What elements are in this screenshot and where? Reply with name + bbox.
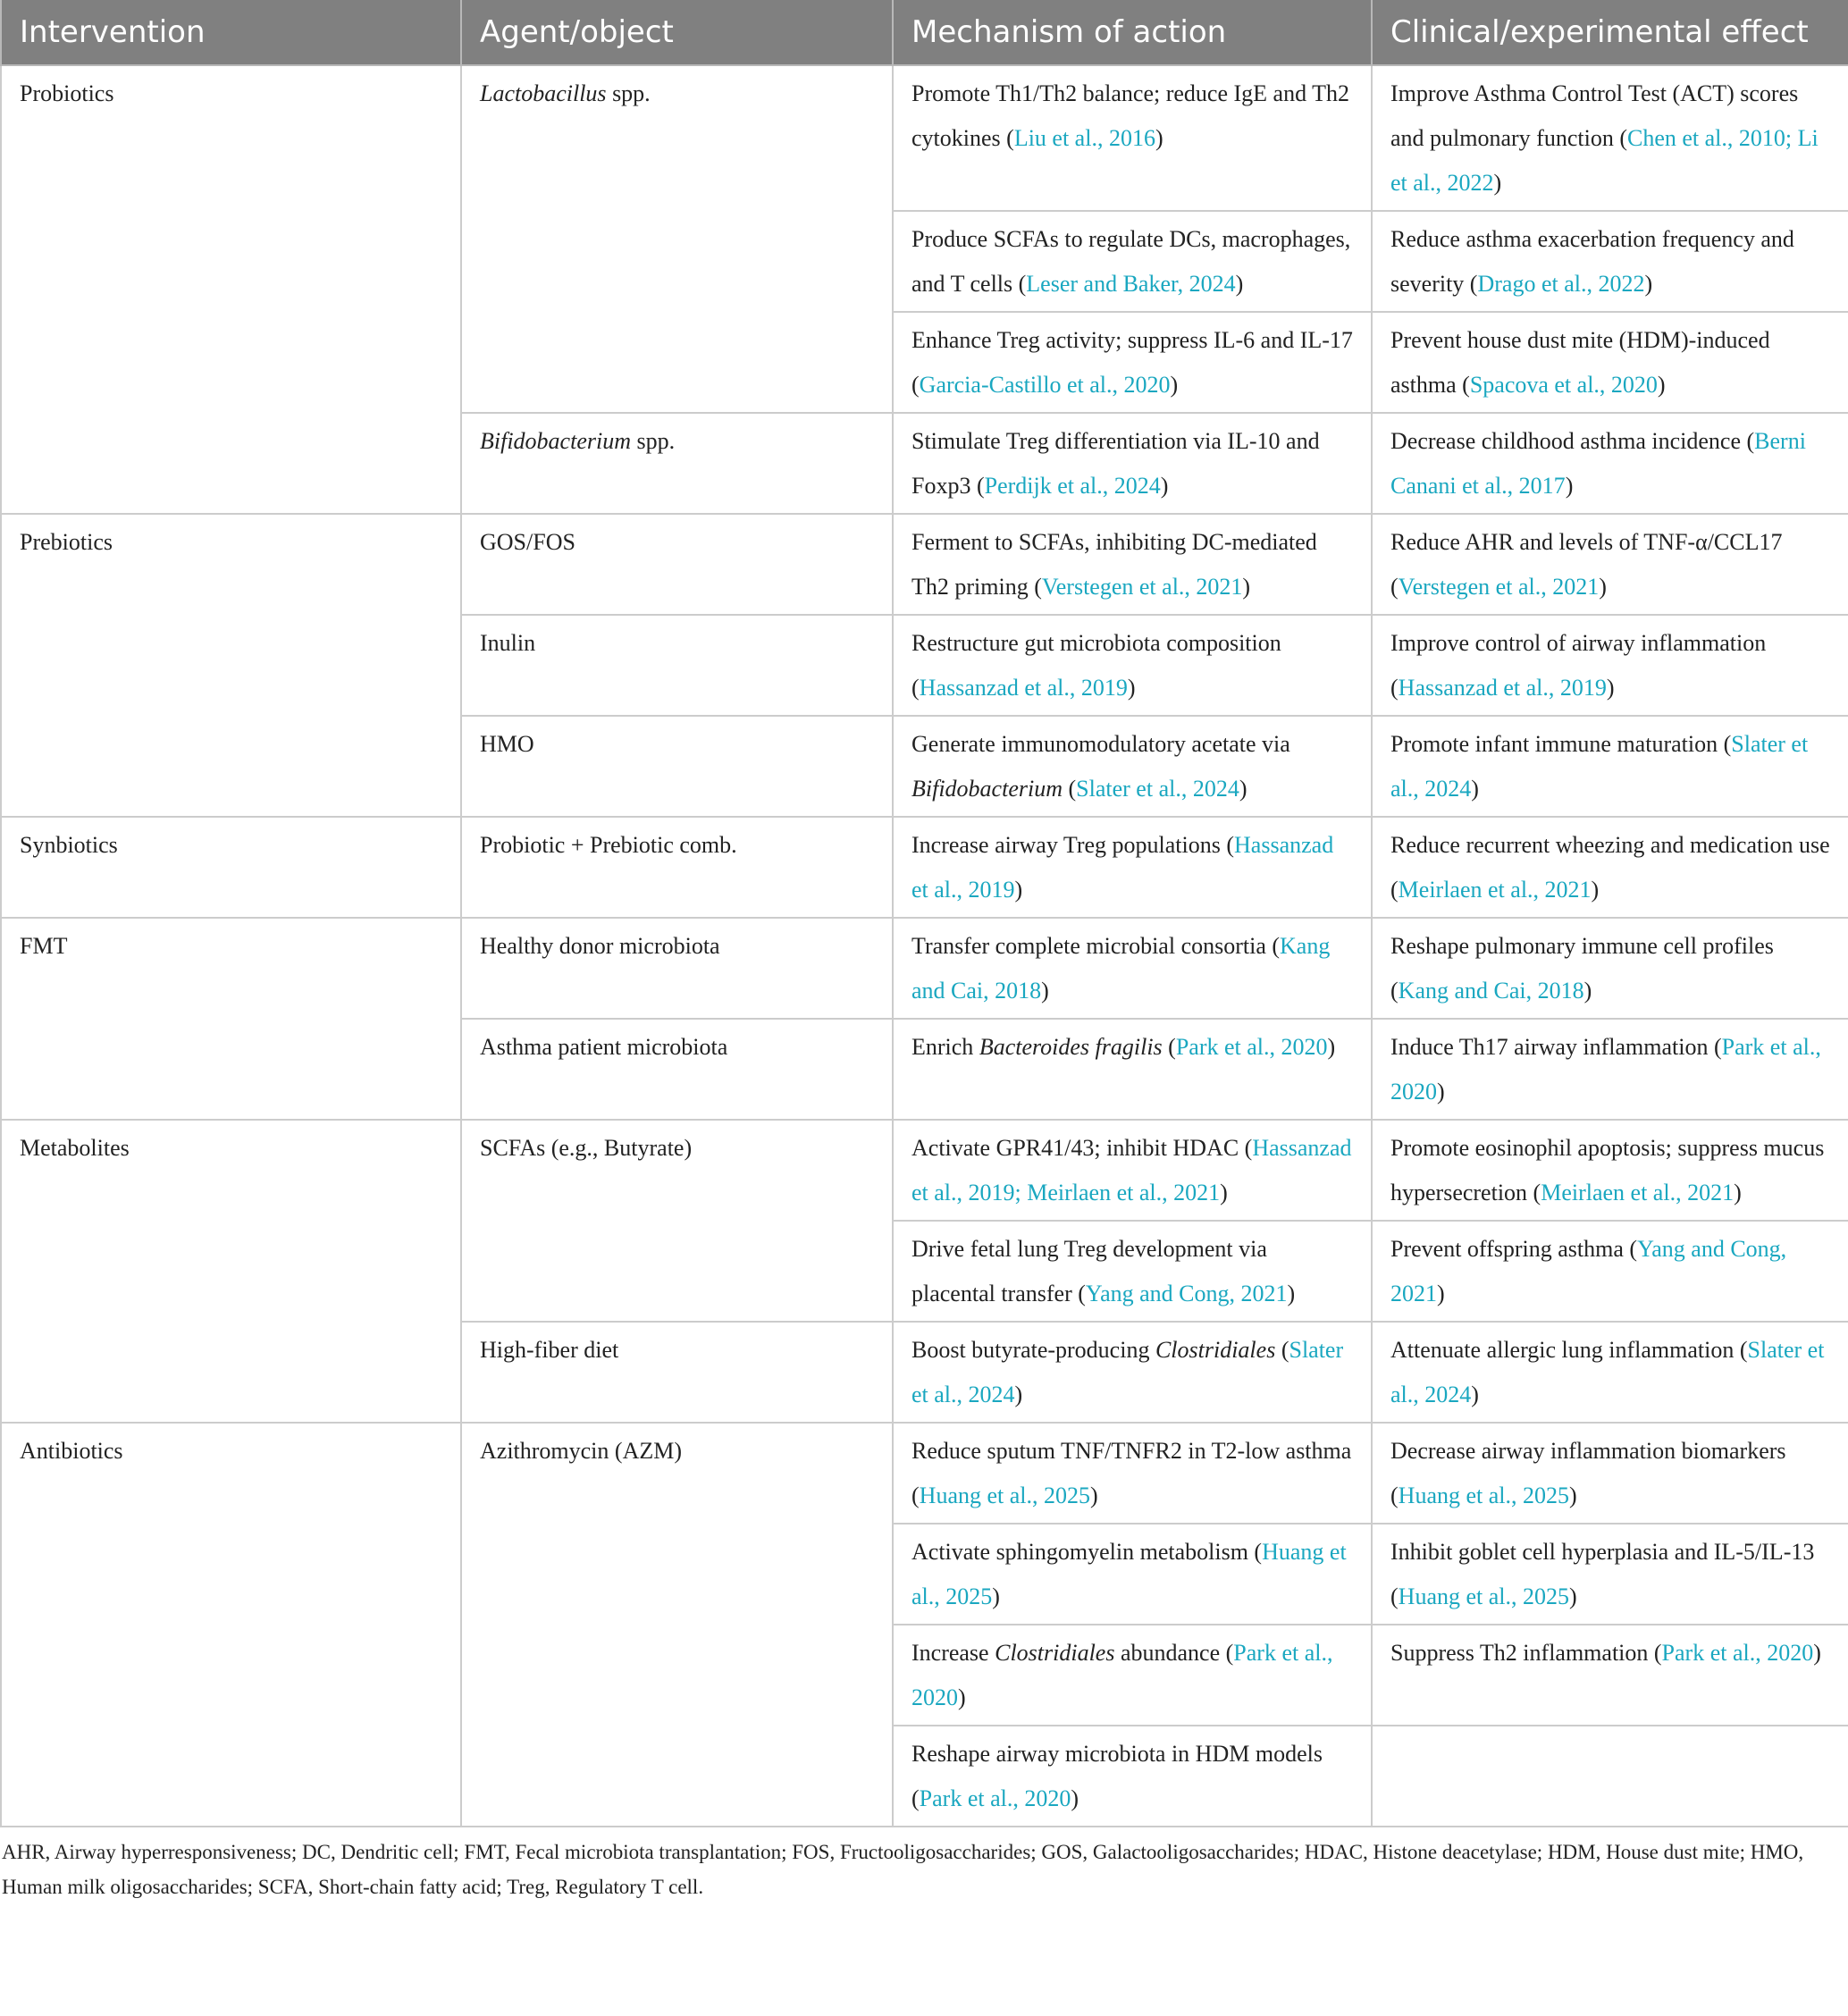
- cell-text: Reduce asthma exacerbation frequency and severity (: [1390, 226, 1794, 297]
- effect-cell: [1372, 716, 1848, 817]
- citation-link[interactable]: Kang and Cai, 2018: [1398, 978, 1584, 1004]
- intervention-cell: Probiotics: [1, 65, 461, 514]
- effect-cell: [1372, 615, 1848, 716]
- intervention-cell: Antibiotics: [1, 1423, 461, 1827]
- cell-text: Reduce sputum TNF/TNFR2 in T2-low asthma (: [911, 1438, 1352, 1508]
- cell-text: Reshape airway microbiota in HDM models (: [911, 1741, 1323, 1811]
- header-row: [1, 0, 1848, 65]
- citation-link[interactable]: Hassanzad et al., 2019: [919, 675, 1128, 701]
- mechanism-cell: [893, 1625, 1372, 1726]
- effect-cell: [1372, 211, 1848, 312]
- citation-link[interactable]: Huang et al., 2025: [1398, 1583, 1570, 1609]
- citation-link[interactable]: Slater et al., 2024: [911, 1337, 1344, 1407]
- agent-cell: [461, 1019, 893, 1120]
- mechanism-cell: [893, 65, 1372, 211]
- effect-cell: [1372, 514, 1848, 615]
- agent-cell: [461, 1322, 893, 1423]
- effect-cell: [1372, 413, 1848, 514]
- agent-cell: [461, 65, 893, 413]
- mechanism-cell: [893, 716, 1372, 817]
- effect-cell: [1372, 312, 1848, 413]
- italic-text: Clostridiales: [1155, 1337, 1276, 1363]
- cell-text: Promote Th1/Th2 balance; reduce IgE and Th2 cytokines (: [911, 80, 1350, 151]
- effect-cell: [1372, 1625, 1848, 1726]
- cell-text: Activate GPR41/43; inhibit HDAC (: [911, 1135, 1253, 1161]
- effect-cell: [1372, 1221, 1848, 1322]
- cell-text: Enhance Treg activity; suppress IL-6 and IL-17 (: [911, 327, 1353, 398]
- mechanism-cell: [893, 1322, 1372, 1423]
- cell-text: Probiotic + Prebiotic comb.: [480, 832, 737, 858]
- cell-text: Enrich: [911, 1034, 979, 1060]
- mechanism-cell: [893, 312, 1372, 413]
- table-body: [1, 65, 1848, 1827]
- italic-text: Clostridiales: [995, 1640, 1115, 1666]
- cell-text: Induce Th17 airway inflammation (: [1390, 1034, 1722, 1060]
- citation-link[interactable]: Park et al., 2020: [911, 1640, 1333, 1710]
- effect-cell: [1372, 817, 1848, 918]
- cell-text: Promote infant immune maturation (: [1390, 731, 1732, 757]
- cell-text: Increase airway Treg populations (: [911, 832, 1235, 858]
- citation-link[interactable]: Leser and Baker, 2024: [1026, 271, 1236, 297]
- italic-text: Bifidobacterium: [911, 776, 1063, 802]
- agent-cell: [461, 615, 893, 716]
- mechanism-cell: [893, 1019, 1372, 1120]
- cell-text: Stimulate Treg differentiation via IL-10 and Foxp3 (: [911, 428, 1320, 499]
- header-mechanism: Mechanism of action: [893, 0, 1372, 65]
- agent-cell: [461, 1423, 893, 1827]
- cell-text: ): [1471, 1382, 1479, 1407]
- effect-cell: [1372, 1423, 1848, 1524]
- citation-link[interactable]: Park et al., 2020: [1661, 1640, 1814, 1666]
- cell-text: SCFAs (e.g., Butyrate): [480, 1135, 693, 1161]
- citation-link[interactable]: Perdijk et al., 2024: [984, 473, 1161, 499]
- cell-text: ): [1471, 776, 1479, 802]
- agent-cell: [461, 716, 893, 817]
- mechanism-cell: [893, 615, 1372, 716]
- cell-text: ): [1170, 372, 1179, 398]
- table-row: [1, 817, 1848, 918]
- cell-text: GOS/FOS: [480, 529, 575, 555]
- cell-text: Suppress Th2 inflammation (: [1390, 1640, 1662, 1666]
- cell-text: ): [1493, 170, 1502, 196]
- cell-text: ): [1071, 1785, 1079, 1811]
- cell-text: Improve Asthma Control Test (ACT) scores and pulmonary function (: [1390, 80, 1799, 151]
- agent-cell: [461, 817, 893, 918]
- cell-text: ): [1657, 372, 1666, 398]
- header-intervention: Intervention: [1, 0, 461, 65]
- cell-text: spp.: [630, 428, 676, 454]
- cell-text: ): [1583, 978, 1592, 1004]
- citation-link[interactable]: Huang et al., 2025: [1398, 1483, 1570, 1508]
- citation-link[interactable]: Verstegen et al., 2021: [1041, 574, 1243, 600]
- mechanism-cell: [893, 918, 1372, 1019]
- table-row: [1, 918, 1848, 1019]
- cell-text: Produce SCFAs to regulate DCs, macrophages, and T cells (: [911, 226, 1351, 297]
- mechanism-cell: [893, 211, 1372, 312]
- cell-text: ): [1014, 877, 1023, 903]
- cell-text: ): [1599, 574, 1607, 600]
- cell-text: Decrease airway inflammation biomarkers (: [1390, 1438, 1786, 1508]
- cell-text: ): [1734, 1180, 1742, 1205]
- mechanism-cell: [893, 817, 1372, 918]
- citation-link[interactable]: Spacova et al., 2020: [1469, 372, 1658, 398]
- effect-cell: [1372, 918, 1848, 1019]
- table-row: [1, 65, 1848, 211]
- cell-text: Generate immunomodulatory acetate via: [911, 731, 1290, 757]
- citation-link[interactable]: Berni Canani et al., 2017: [1390, 428, 1806, 499]
- cell-text: Attenuate allergic lung inflammation (: [1390, 1337, 1748, 1363]
- effect-cell: [1372, 65, 1848, 211]
- mechanism-cell: [893, 413, 1372, 514]
- cell-text: ): [1127, 675, 1136, 701]
- cell-text: ): [1160, 473, 1169, 499]
- cell-text: Inulin: [480, 630, 536, 656]
- citation-link[interactable]: Park et al., 2020: [1390, 1034, 1821, 1105]
- cell-text: ): [1813, 1640, 1821, 1666]
- citation-link[interactable]: Meirlaen et al., 2021: [1398, 877, 1592, 903]
- cell-text: High-fiber diet: [480, 1337, 619, 1363]
- citation-link[interactable]: Garcia-Castillo et al., 2020: [919, 372, 1171, 398]
- citation-link[interactable]: Meirlaen et al., 2021: [1541, 1180, 1735, 1205]
- cell-text: ): [1327, 1034, 1336, 1060]
- citation-link[interactable]: Slater et al., 2024: [1390, 1337, 1825, 1407]
- cell-text: Increase: [911, 1640, 995, 1666]
- citation-link[interactable]: Huang et al., 2025: [911, 1539, 1347, 1609]
- cell-text: (: [1062, 776, 1077, 802]
- cell-text: Decrease childhood asthma incidence (: [1390, 428, 1755, 454]
- citation-link[interactable]: Slater et al., 2024: [1076, 776, 1239, 802]
- cell-text: HMO: [480, 731, 534, 757]
- cell-text: Boost butyrate-producing: [911, 1337, 1155, 1363]
- effect-cell: [1372, 1019, 1848, 1120]
- cell-text: Restructure gut microbiota composition (: [911, 630, 1281, 701]
- mechanism-cell: [893, 514, 1372, 615]
- cell-text: Drive fetal lung Treg development via placental transfer (: [911, 1236, 1267, 1306]
- cell-text: ): [1041, 978, 1049, 1004]
- mechanism-cell: [893, 1221, 1372, 1322]
- cell-text: Azithromycin (AZM): [480, 1438, 683, 1464]
- mechanism-cell: [893, 1726, 1372, 1827]
- cell-text: ): [1565, 473, 1574, 499]
- cell-text: Reduce AHR and levels of TNF-α/CCL17 (: [1390, 529, 1783, 600]
- cell-text: ): [1242, 574, 1251, 600]
- cell-text: ): [1239, 776, 1247, 802]
- cell-text: ): [1235, 271, 1244, 297]
- mechanism-cell: [893, 1423, 1372, 1524]
- italic-text: Bifidobacterium: [480, 428, 631, 454]
- citation-link[interactable]: Drago et al., 2022: [1477, 271, 1645, 297]
- citation-link[interactable]: Verstegen et al., 2021: [1398, 574, 1600, 600]
- cell-text: ): [1090, 1483, 1098, 1508]
- citation-link[interactable]: Hassanzad et al., 2019: [911, 832, 1334, 903]
- table-row: [1, 1120, 1848, 1221]
- cell-text: (: [1162, 1034, 1176, 1060]
- cell-text: ): [1014, 1382, 1023, 1407]
- table-footnote: AHR, Airway hyperresponsiveness; DC, Dendritic cell; FMT, Fecal microbiota transplantation; FOS, Fructooligosaccharides; GOS, Galactooligosaccharides; HDAC, Histone deacetylase; HDM, House dust mite; HMO, Human milk oligosaccharides; SCFA, Short-chain fatty acid; Treg, Regulatory T cell.: [2, 1841, 1804, 1898]
- cell-text: Promote eosinophil apoptosis; suppress mucus hypersecretion (: [1390, 1135, 1825, 1205]
- mechanism-cell: [893, 1524, 1372, 1625]
- effect-cell: [1372, 1322, 1848, 1423]
- agent-cell: [461, 413, 893, 514]
- citation-link[interactable]: Park et al., 2020: [919, 1785, 1071, 1811]
- cell-text: abundance (: [1114, 1640, 1234, 1666]
- table-row: [1, 514, 1848, 615]
- cell-text: ): [1644, 271, 1653, 297]
- citation-link[interactable]: Park et al., 2020: [1175, 1034, 1328, 1060]
- agent-cell: [461, 514, 893, 615]
- cell-text: ): [1606, 675, 1615, 701]
- mechanism-cell: [893, 1120, 1372, 1221]
- cell-text: ): [1155, 125, 1163, 151]
- citation-link[interactable]: Hassanzad et al., 2019; Meirlaen et al., 2021: [911, 1135, 1352, 1205]
- citation-link[interactable]: Slater et al., 2024: [1390, 731, 1809, 802]
- intervention-cell: FMT: [1, 918, 461, 1120]
- cell-text: ): [1437, 1281, 1445, 1306]
- cell-text: ): [1437, 1079, 1445, 1105]
- italic-text: Bacteroides fragilis: [979, 1034, 1163, 1060]
- cell-text: (: [1275, 1337, 1289, 1363]
- citation-link[interactable]: Huang et al., 2025: [919, 1483, 1091, 1508]
- citation-link[interactable]: Chen et al., 2010; Li et al., 2022: [1390, 125, 1819, 196]
- header-effect: Clinical/experimental effect: [1372, 0, 1848, 65]
- agent-cell: [461, 1120, 893, 1322]
- intervention-cell: Metabolites: [1, 1120, 461, 1423]
- cell-text: Prevent house dust mite (HDM)-induced asthma (: [1390, 327, 1770, 398]
- cell-text: Inhibit goblet cell hyperplasia and IL-5/IL-13 (: [1390, 1539, 1815, 1609]
- effect-cell: [1372, 1120, 1848, 1221]
- cell-text: Improve control of airway inflammation (: [1390, 630, 1767, 701]
- cell-text: Activate sphingomyelin metabolism (: [911, 1539, 1263, 1565]
- cell-text: Reduce recurrent wheezing and medication use (: [1390, 832, 1830, 903]
- cell-text: spp.: [606, 80, 651, 106]
- effect-cell: [1372, 1726, 1848, 1827]
- cell-text: Healthy donor microbiota: [480, 933, 720, 959]
- cell-text: ): [1287, 1281, 1296, 1306]
- intervention-cell: Prebiotics: [1, 514, 461, 817]
- cell-text: ): [1591, 877, 1600, 903]
- citation-link[interactable]: Hassanzad et al., 2019: [1398, 675, 1607, 701]
- cell-text: Ferment to SCFAs, inhibiting DC-mediated Th2 priming (: [911, 529, 1317, 600]
- cell-text: Asthma patient microbiota: [480, 1034, 728, 1060]
- citation-link[interactable]: Yang and Cong, 2021: [1085, 1281, 1288, 1306]
- effect-cell: [1372, 1524, 1848, 1625]
- citation-link[interactable]: Kang and Cai, 2018: [911, 933, 1331, 1004]
- header-agent: Agent/object: [461, 0, 893, 65]
- cell-text: ): [958, 1684, 966, 1710]
- table-row: [1, 1423, 1848, 1524]
- cell-text: ): [1569, 1583, 1577, 1609]
- agent-cell: [461, 918, 893, 1019]
- cell-text: ): [1569, 1483, 1577, 1508]
- cell-text: Prevent offspring asthma (: [1390, 1236, 1638, 1262]
- citation-link[interactable]: Yang and Cong, 2021: [1390, 1236, 1787, 1306]
- cell-text: Transfer complete microbial consortia (: [911, 933, 1281, 959]
- intervention-cell: Synbiotics: [1, 817, 461, 918]
- cell-text: ): [1220, 1180, 1228, 1205]
- citation-link[interactable]: Liu et al., 2016: [1013, 125, 1155, 151]
- cell-text: ): [992, 1583, 1000, 1609]
- cell-text: Reshape pulmonary immune cell profiles (: [1390, 933, 1774, 1004]
- italic-text: Lactobacillus: [480, 80, 607, 106]
